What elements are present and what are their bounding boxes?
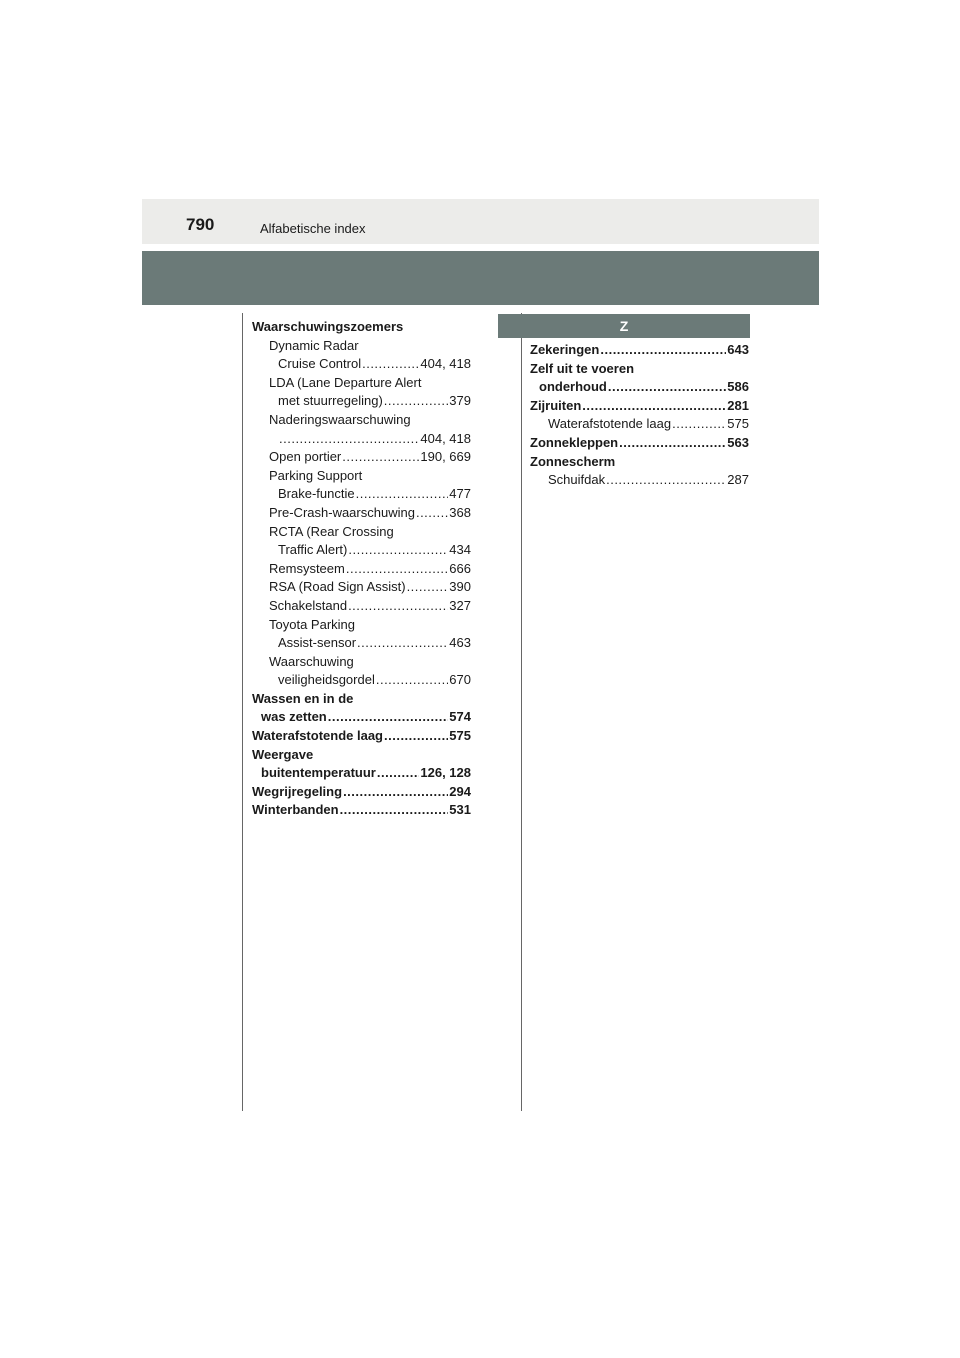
index-heading bbox=[530, 453, 749, 472]
entry-term: Assist-sensor bbox=[278, 635, 357, 651]
entry-term: RCTA (Rear Crossing bbox=[269, 523, 394, 539]
header-bar bbox=[142, 199, 819, 244]
entry-page-ref: 666 bbox=[449, 560, 471, 576]
entry-term: met stuurregeling) bbox=[278, 393, 383, 409]
entry-term: Toyota Parking bbox=[269, 616, 355, 632]
index-heading bbox=[252, 337, 471, 356]
entry-term: veiligheidsgordel bbox=[278, 672, 375, 688]
dot-leader bbox=[357, 634, 448, 653]
dot-leader bbox=[600, 341, 726, 360]
section-band bbox=[142, 251, 819, 305]
dot-leader bbox=[362, 355, 419, 374]
dot-leader bbox=[348, 597, 448, 616]
dot-leader bbox=[376, 671, 448, 690]
entry-term: Zelf uit te voeren bbox=[530, 360, 635, 376]
entry-page-ref: 390 bbox=[449, 579, 471, 595]
dot-leader bbox=[606, 471, 726, 490]
dot-leader bbox=[608, 378, 726, 397]
dot-leader bbox=[356, 485, 449, 504]
entry-page-ref: 643 bbox=[727, 342, 749, 357]
dot-leader bbox=[328, 708, 449, 727]
index-column-left bbox=[252, 318, 471, 820]
index-entry bbox=[252, 355, 471, 374]
index-entry bbox=[252, 634, 471, 653]
dot-leader bbox=[672, 415, 726, 434]
entry-term: Schakelstand bbox=[269, 597, 348, 613]
dot-leader bbox=[384, 727, 448, 746]
index-entry bbox=[252, 764, 471, 783]
entry-term: was zetten bbox=[261, 709, 327, 725]
entry-term: Zekeringen bbox=[530, 342, 600, 357]
index-heading bbox=[252, 653, 471, 672]
entry-term: Zonnekleppen bbox=[530, 434, 619, 450]
page-number: 790 bbox=[186, 215, 215, 234]
dot-leader bbox=[407, 578, 449, 597]
index-entry bbox=[530, 397, 749, 416]
entry-term: Remsysteem bbox=[269, 560, 345, 576]
entry-term: Wassen en in de bbox=[252, 690, 354, 706]
index-entry bbox=[252, 504, 471, 523]
index-entry bbox=[252, 801, 471, 820]
entry-term: Waterafstotende laag bbox=[252, 728, 383, 744]
dot-leader bbox=[619, 434, 726, 453]
index-heading bbox=[530, 360, 749, 379]
dot-leader bbox=[340, 801, 449, 820]
index-entry bbox=[530, 341, 749, 360]
entry-term: buitentemperatuur bbox=[261, 765, 376, 781]
entry-term: Waarschuwing bbox=[269, 653, 354, 669]
index-heading bbox=[252, 374, 471, 393]
entry-term: Open portier bbox=[269, 449, 342, 465]
entry-term: Cruise Control bbox=[278, 356, 362, 372]
entry-page-ref: 190, 669 bbox=[420, 449, 471, 465]
entry-page-ref: 563 bbox=[727, 434, 749, 450]
index-heading bbox=[252, 523, 471, 542]
entry-term: Zijruiten bbox=[530, 397, 582, 413]
entry-page-ref: 575 bbox=[449, 728, 471, 744]
column-divider-right bbox=[521, 313, 522, 1111]
index-heading bbox=[252, 318, 471, 337]
index-heading bbox=[252, 467, 471, 486]
entry-page-ref: 531 bbox=[449, 802, 471, 818]
entry-term: Pre-Crash-waarschuwing bbox=[269, 504, 415, 520]
index-entry bbox=[252, 727, 471, 746]
entry-term: Parking Support bbox=[269, 467, 363, 483]
dot-leader bbox=[342, 448, 419, 467]
index-entry bbox=[252, 597, 471, 616]
column-divider-left bbox=[242, 313, 243, 1111]
entry-page-ref: 379 bbox=[449, 393, 471, 409]
index-entry bbox=[252, 430, 471, 449]
index-entry bbox=[252, 783, 471, 802]
index-entry bbox=[252, 541, 471, 560]
dot-leader bbox=[582, 397, 726, 416]
index-entry bbox=[252, 485, 471, 504]
dot-leader bbox=[384, 392, 449, 411]
entry-page-ref: 477 bbox=[449, 486, 471, 502]
index-entry bbox=[530, 415, 749, 434]
dot-leader bbox=[279, 430, 419, 449]
entry-page-ref: 126, 128 bbox=[420, 765, 471, 781]
dot-leader bbox=[348, 541, 448, 560]
entry-page-ref: 404, 418 bbox=[420, 356, 471, 372]
entry-page-ref: 404, 418 bbox=[420, 430, 471, 446]
entry-term: Weergave bbox=[252, 746, 314, 762]
entry-page-ref: 434 bbox=[449, 542, 471, 558]
index-entry bbox=[530, 471, 749, 490]
index-heading bbox=[252, 616, 471, 635]
dot-leader bbox=[346, 560, 448, 579]
entry-page-ref: 368 bbox=[449, 504, 471, 520]
entry-term: Dynamic Radar bbox=[269, 337, 359, 353]
entry-term: Wegrijregeling bbox=[252, 783, 343, 799]
dot-leader bbox=[343, 783, 448, 802]
entry-page-ref: 670 bbox=[449, 672, 471, 688]
index-entry bbox=[252, 560, 471, 579]
entry-page-ref: 586 bbox=[727, 379, 749, 395]
index-entry bbox=[252, 671, 471, 690]
entry-term: LDA (Lane Departure Alert bbox=[269, 374, 422, 390]
entry-term: Winterbanden bbox=[252, 802, 339, 818]
entry-page-ref: 294 bbox=[449, 783, 471, 799]
entry-page-ref: 575 bbox=[727, 416, 749, 432]
index-entry bbox=[530, 434, 749, 453]
entry-page-ref: 287 bbox=[727, 472, 749, 488]
entry-term: Waterafstotende laag bbox=[548, 416, 672, 432]
index-entry bbox=[252, 448, 471, 467]
entry-page-ref: 463 bbox=[449, 635, 471, 651]
index-entry bbox=[252, 392, 471, 411]
dot-leader bbox=[416, 504, 448, 523]
entry-term: Naderingswaarschuwing bbox=[269, 411, 411, 427]
entry-term: Waarschuwingszoemers bbox=[252, 319, 404, 334]
section-title: Alfabetische index bbox=[260, 221, 366, 236]
entry-term: Brake-functie bbox=[278, 486, 355, 502]
index-entry bbox=[252, 708, 471, 727]
index-column-right bbox=[530, 341, 749, 490]
entry-page-ref: 574 bbox=[449, 709, 471, 725]
index-heading bbox=[252, 690, 471, 709]
entry-term: RSA (Road Sign Assist) bbox=[269, 579, 406, 595]
entry-term: Zonnescherm bbox=[530, 453, 616, 469]
index-entry bbox=[252, 578, 471, 597]
index-heading bbox=[252, 746, 471, 765]
entry-page-ref: 327 bbox=[449, 597, 471, 613]
entry-page-ref: 281 bbox=[727, 397, 749, 413]
entry-term: onderhoud bbox=[539, 379, 607, 395]
index-entry bbox=[530, 378, 749, 397]
entry-term: Traffic Alert) bbox=[278, 542, 348, 558]
letter-tab: Z bbox=[498, 314, 750, 338]
entry-term: Schuifdak bbox=[548, 472, 606, 488]
index-heading bbox=[252, 411, 471, 430]
dot-leader bbox=[377, 764, 420, 783]
